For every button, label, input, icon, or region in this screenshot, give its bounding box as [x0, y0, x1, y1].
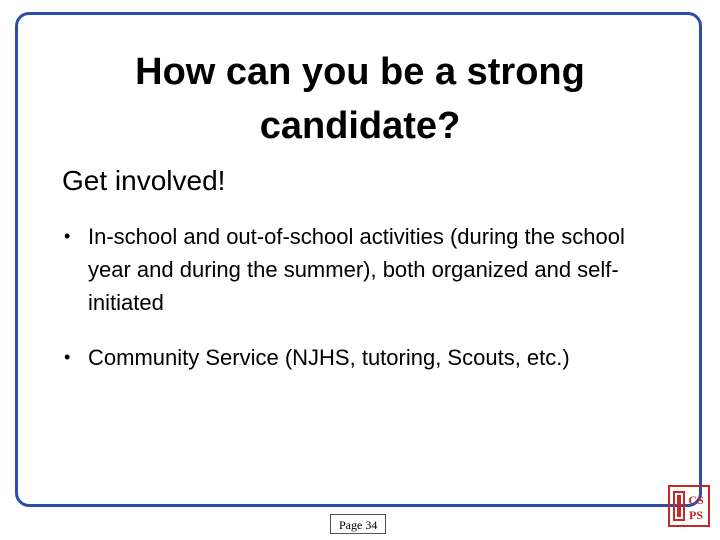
bullet-icon: • — [64, 347, 71, 367]
svg-text:CS: CS — [688, 493, 704, 507]
bullet-list — [62, 220, 672, 396]
bullet-icon: • — [64, 226, 71, 246]
bullet-text: In-school and out-of-school activities (during the school year and during the summer), both organized and self-initiated — [88, 224, 625, 315]
svg-text:PS: PS — [688, 508, 704, 522]
slide-title: How can you be a strong candidate? — [135, 51, 585, 147]
bullet-item — [62, 220, 672, 319]
fcps-logo-icon — [668, 485, 710, 527]
bullet-text: Community Service (NJHS, tutoring, Scouts, etc.) — [88, 345, 570, 370]
slide-subheading: Get involved! — [62, 165, 226, 196]
page-number: Page 34 — [330, 514, 386, 534]
bullet-item — [62, 341, 672, 374]
